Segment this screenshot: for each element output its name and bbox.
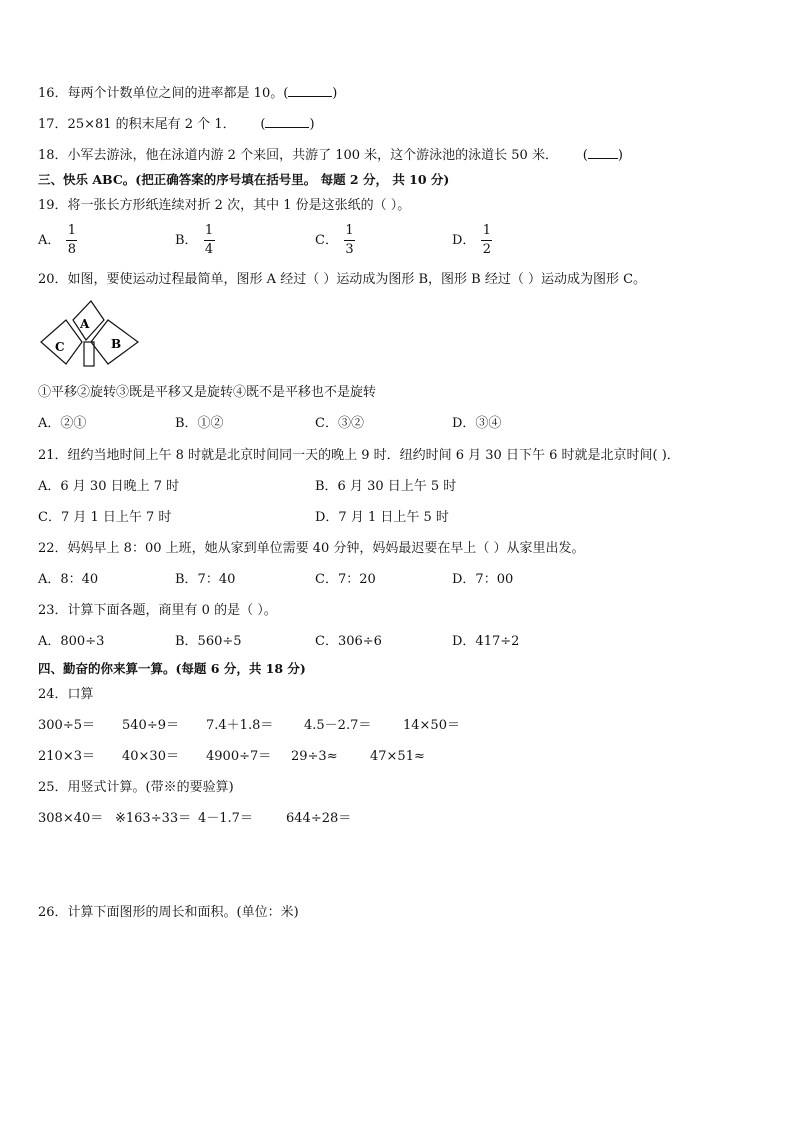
calc-item: 210×3＝ [38, 749, 95, 764]
question-17-text: 17．25×81 的积末尾有 2 个 1． ( [38, 117, 266, 132]
q20-option-c[interactable]: C．③② [315, 416, 364, 431]
label-a: A [80, 317, 90, 331]
section-3-heading: 三、快乐 ABC。(把正确答案的序号填在括号里。 每题 2 分， 共 10 分) [38, 172, 450, 187]
label-c: C [55, 340, 65, 354]
q22-option-d[interactable]: D．7：00 [452, 572, 514, 587]
calc-item: 14×50＝ [403, 718, 460, 733]
answer-blank[interactable] [265, 115, 309, 128]
q20-option-b[interactable]: B．①② [175, 416, 224, 431]
q22-option-a[interactable]: A．8：40 [38, 572, 99, 587]
q19-option-c[interactable]: C． $\frac{1}{3}$ [315, 223, 354, 257]
answer-blank[interactable] [288, 84, 332, 97]
q21-option-b[interactable]: B．6 月 30 日上午 5 时 [315, 479, 457, 494]
fraction: $\frac{1}{4}$ [204, 223, 214, 257]
q20-option-d[interactable]: D．③④ [452, 416, 502, 431]
q19-option-a[interactable]: A． $\frac{1}{8}$ [38, 223, 77, 257]
question-22-text: 22．妈妈早上 8：00 上班，她从家到单位需要 40 分钟，妈妈最迟要在早上（ ）从家里出发。 [38, 541, 585, 556]
question-23-text: 23．计算下面各题，商里有 0 的是（ ）。 [38, 603, 277, 618]
answer-blank[interactable] [588, 146, 618, 159]
q20-option-a[interactable]: A．②① [38, 416, 87, 431]
fraction: $\frac{1}{3}$ [345, 223, 354, 257]
question-17: 17．25×81 的积末尾有 2 个 1． ( ) [38, 117, 315, 132]
question-20-text: 20．如图，要使运动过程最简单，图形 A 经过（ ）运动成为图形 B，图形 B 经过（ ）运动成为图形 C。 [38, 272, 647, 287]
calc-item: 308×40＝ [38, 811, 104, 826]
question-21-text: 21．纽约当地时间上午 8 时就是北京时间同一天的晚上 9 时．纽约时间 6 月 30 日下午 6 时就是北京时间( )． [38, 448, 680, 463]
q21-option-d[interactable]: D．7 月 1 日上午 5 时 [315, 510, 449, 525]
label-b: B [111, 337, 122, 351]
calc-item: 40×30＝ [122, 749, 179, 764]
section-4-heading: 四、勤奋的你来算一算。(每题 6 分，共 18 分) [38, 661, 306, 676]
question-16-text: 16．每两个计数单位之间的进率都是 10。( [38, 86, 289, 101]
question-20-choices: ①平移②旋转③既是平移又是旋转④既不是平移也不是旋转 [38, 385, 377, 400]
question-19-text: 19．将一张长方形纸连续对折 2 次，其中 1 份是这张纸的（ ）。 [38, 198, 411, 213]
calc-item: 644÷28＝ [286, 811, 352, 826]
question-16: 16．每两个计数单位之间的进率都是 10。( ) [38, 86, 338, 101]
q23-option-d[interactable]: D．417÷2 [452, 634, 520, 649]
q23-option-c[interactable]: C．306÷6 [315, 634, 382, 649]
calc-item: 540÷9＝ [122, 718, 179, 733]
q21-option-c[interactable]: C．7 月 1 日上午 7 时 [38, 510, 172, 525]
q21-option-a[interactable]: A．6 月 30 日晚上 7 时 [38, 479, 180, 494]
calc-item: 29÷3≈ [291, 749, 338, 764]
calc-item: 47×51≈ [370, 749, 425, 764]
q22-option-b[interactable]: B．7：40 [175, 572, 236, 587]
question-24-title: 24．口算 [38, 687, 94, 702]
q22-option-c[interactable]: C．7：20 [315, 572, 376, 587]
rotation-figure [38, 296, 142, 370]
q23-option-b[interactable]: B．560÷5 [175, 634, 242, 649]
calc-item: 4900÷7＝ [206, 749, 272, 764]
q23-option-a[interactable]: A．800÷3 [38, 634, 105, 649]
question-26-title: 26．计算下面图形的周长和面积。(单位：米) [38, 905, 299, 920]
fraction: $\frac{1}{2}$ [482, 223, 492, 257]
fraction: $\frac{1}{8}$ [67, 223, 77, 257]
center-rectangle [84, 342, 94, 366]
question-18-text: 18．小军去游泳，他在泳道内游 2 个来回，共游了 100 米，这个游泳池的泳道长 50 米． ( [38, 148, 588, 163]
q19-option-b[interactable]: B． $\frac{1}{4}$ [175, 223, 214, 257]
q19-option-d[interactable]: D． $\frac{1}{2}$ [452, 223, 492, 257]
calc-item: 7.4＋1.8＝ [206, 718, 274, 733]
question-18: 18．小军去游泳，他在泳道内游 2 个来回，共游了 100 米，这个游泳池的泳道长 50 米． ( ) [38, 148, 623, 163]
question-25-title: 25．用竖式计算。(带※的要验算) [38, 780, 234, 795]
calc-item: 4－1.7＝ [198, 811, 253, 826]
calc-item: ※163÷33＝ [115, 811, 192, 826]
calc-item: 300÷5＝ [38, 718, 95, 733]
calc-item: 4.5－2.7＝ [304, 718, 372, 733]
